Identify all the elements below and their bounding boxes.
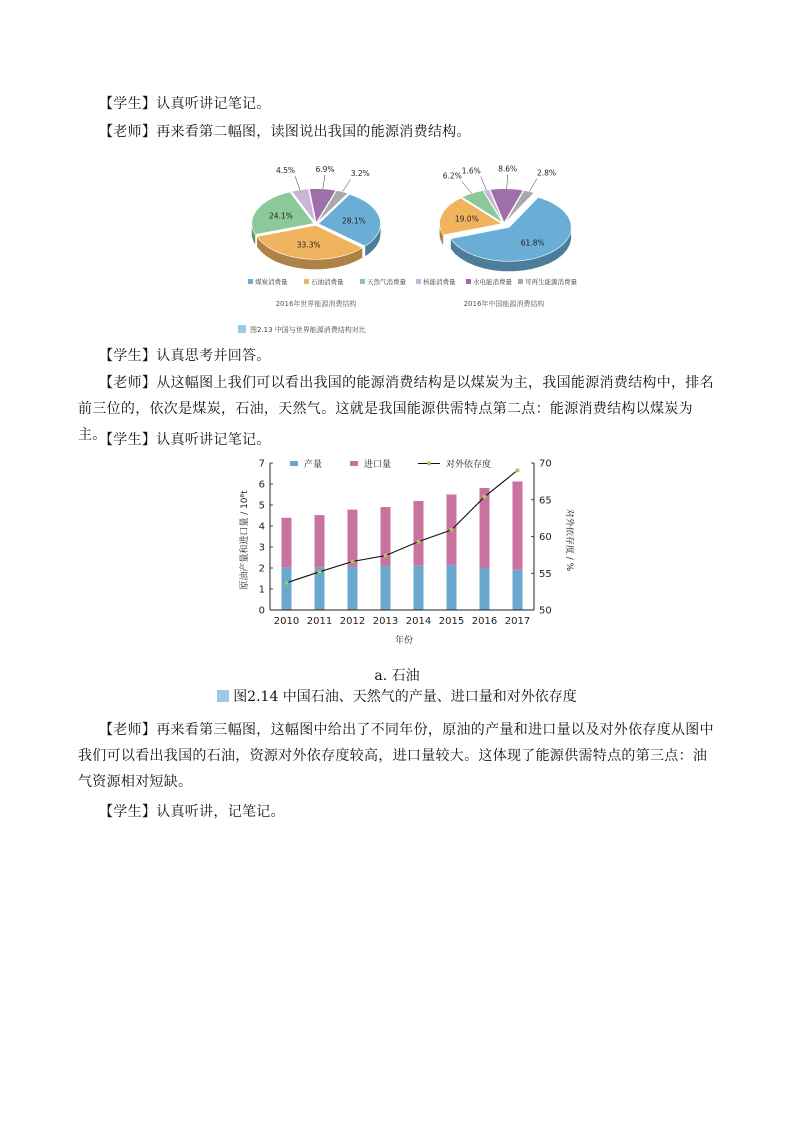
production-bar-2010 (282, 567, 292, 610)
paragraph-5 (78, 427, 718, 453)
production-bar-2011 (315, 567, 325, 610)
dependency-point-2017 (516, 469, 520, 473)
china-pie-leader-line-5 (529, 179, 537, 192)
paragraph-text: 认真听讲记笔记。 (156, 432, 271, 448)
paragraph-text: 认真听讲记笔记。 (156, 96, 271, 112)
pie-legend-swatch-2 (360, 279, 365, 284)
y-right-tick-label: 60 (539, 532, 552, 543)
figure-2-14-chart (234, 453, 574, 653)
production-bar-2013 (381, 566, 391, 610)
china-pie-chart (440, 165, 572, 272)
china-pie-slice-label-3: 1.6% (461, 166, 481, 176)
chart-legend (290, 458, 491, 470)
world-pie-chart (252, 165, 381, 269)
world-pie-leader-line-5 (343, 179, 351, 192)
pie-legend-label-2: 天然气消费量 (367, 278, 406, 286)
china-pie-slice-label-1: 19.0% (454, 214, 479, 224)
import-bar-2017 (513, 481, 523, 569)
paragraph-6 (78, 717, 718, 795)
legend-label-dependency: 对外依存度 (446, 460, 492, 470)
dependency-point-2014 (417, 540, 421, 544)
world-pie-title: 2016年世界能源消费结构 (275, 300, 357, 308)
pie-legend-label-4: 水电能消费量 (473, 278, 512, 286)
world-pie-slice-label-3: 4.5% (275, 166, 295, 176)
pie-legend (248, 277, 578, 286)
china-pie-leader-line-2 (462, 182, 472, 194)
y-left-tick-label: 1 (258, 584, 265, 596)
paragraph-1 (78, 91, 718, 117)
axes-layer (259, 459, 552, 628)
pie-legend-swatch-0 (248, 279, 253, 284)
fig214-subcaption: a. 石油 (374, 668, 420, 684)
speaker-label: 【学生】 (99, 432, 157, 448)
production-bar-2015 (447, 565, 457, 610)
world-pie-slice-label-5: 3.2% (350, 169, 370, 179)
pie-legend-label-5: 可再生能源消费量 (525, 278, 577, 286)
x-tick-label-2011: 2011 (306, 616, 333, 627)
world-pie-leader-line-3 (295, 176, 300, 190)
dependency-point-2016 (483, 495, 487, 499)
china-pie-slice-label-4: 8.6% (498, 164, 518, 174)
bars-layer (282, 481, 523, 610)
y-left-tick-label: 2 (258, 563, 265, 575)
x-tick-label-2015: 2015 (438, 616, 465, 627)
pie-legend-swatch-1 (304, 279, 309, 284)
y-left-tick-label: 7 (258, 458, 265, 470)
speaker-label: 【老师】 (99, 722, 157, 738)
y-left-tick-label: 4 (258, 521, 265, 533)
paragraph-text: 从这幅图上我们可以看出我国的能源消费结构是以煤炭为主，我国能源消费结构中，排名前三位的，依次是煤炭，石油，天然气。这就是我国能源供需特点第二点：能源消费结构以煤炭为主。 (78, 375, 714, 443)
legend-label-production: 产量 (304, 460, 323, 470)
world-pie-slice-label-1: 33.3% (296, 240, 321, 250)
pie-legend-swatch-5 (518, 279, 523, 284)
china-pie-slice-label-5: 2.8% (537, 168, 557, 178)
y-right-tick-label: 70 (539, 458, 552, 470)
dependency-point-2013 (384, 554, 388, 558)
pie-legend-label-3: 核能消费量 (423, 278, 456, 286)
china-pie-title: 2016年中国能源消费结构 (463, 300, 545, 308)
speaker-label: 【学生】 (99, 348, 157, 364)
y-left-tick-label: 6 (258, 479, 265, 491)
china-pie-slice-label-0: 61.8% (520, 238, 545, 248)
y-axis-label-left: 原油产量和进口量 / 10⁸t (240, 490, 250, 590)
pie-legend-label-0: 煤炭消费量 (255, 278, 288, 286)
y-right-tick-label: 50 (539, 605, 552, 617)
import-bar-2010 (282, 518, 292, 568)
x-tick-label-2017: 2017 (504, 616, 531, 627)
fig214-caption: 图2.14 中国石油、天然气的产量、进口量和对外依存度 (233, 689, 577, 705)
paragraph-3 (78, 343, 718, 369)
y-left-tick-label: 0 (258, 605, 265, 617)
x-tick-label-2016: 2016 (471, 616, 498, 627)
import-bar-2011 (315, 515, 325, 567)
paragraph-text: 再来看第二幅图，读图说出我国的能源消费结构。 (156, 124, 471, 140)
world-pie-slice-label-0: 28.1% (341, 216, 366, 226)
fig214-caption-wrap (0, 686, 794, 706)
paragraph-text: 再来看第三幅图，这幅图中给出了不同年份，原油的产量和进口量以及对外依存度从图中我们可以看出我国的石油，资源对外依存度较高，进口量较大。这体现了能源供需特点的第三点：油气资源相对短缺。 (78, 722, 714, 790)
import-bar-2014 (414, 501, 424, 566)
fig213-caption: 图2.13 中国与世界能源消费结构对比 (250, 326, 366, 334)
x-axis-label: 年份 (394, 636, 414, 646)
production-bar-2012 (348, 567, 358, 610)
pie-legend-label-1: 石油消费量 (311, 278, 344, 286)
dependency-point-2015 (450, 528, 454, 532)
y-left-tick-label: 5 (258, 500, 265, 512)
y-right-tick-label: 55 (539, 568, 552, 580)
pie-legend-swatch-4 (466, 279, 471, 284)
dependency-point-2011 (318, 570, 322, 574)
x-tick-label-2010: 2010 (273, 616, 300, 627)
china-pie-leader-line-4 (507, 175, 508, 189)
legend-label-import: 进口量 (364, 460, 392, 470)
paragraph-text: 认真听讲，记笔记。 (156, 804, 285, 820)
x-tick-label-2012: 2012 (339, 616, 366, 627)
dependency-point-2010 (285, 581, 289, 585)
figure-2-13 (228, 148, 588, 343)
caption-marker (217, 690, 229, 702)
paragraph-2 (78, 119, 718, 145)
paragraph-7 (78, 799, 718, 825)
caption-marker (238, 325, 246, 333)
pie-legend-swatch-3 (416, 279, 421, 284)
legend-swatch-import (350, 461, 358, 466)
dependency-point-2012 (351, 560, 355, 564)
production-bar-2017 (513, 570, 523, 610)
y-left-tick-label: 3 (258, 542, 265, 554)
speaker-label: 【学生】 (99, 96, 157, 112)
paragraph-text: 认真思考并回答。 (156, 348, 271, 364)
legend-swatch-dependency-marker (427, 462, 431, 466)
china-pie-slice-label-2: 6.2% (442, 171, 462, 181)
x-tick-label-2014: 2014 (405, 616, 432, 627)
production-bar-2014 (414, 566, 424, 610)
y-right-tick-label: 65 (539, 495, 552, 507)
x-tick-label-2013: 2013 (372, 616, 399, 627)
speaker-label: 【老师】 (99, 124, 157, 140)
world-pie-slice-label-2: 24.1% (268, 211, 293, 221)
speaker-label: 【学生】 (99, 804, 157, 820)
y-axis-label-right: 对外依存度 / % (564, 508, 574, 572)
world-pie-leader-line-4 (323, 175, 325, 189)
world-pie-slice-label-4: 6.9% (315, 164, 335, 174)
speaker-label: 【老师】 (99, 375, 157, 391)
legend-swatch-production (290, 461, 298, 466)
import-bar-2012 (348, 510, 358, 567)
china-pie-leader-line-3 (481, 177, 487, 190)
production-bar-2016 (480, 568, 490, 610)
